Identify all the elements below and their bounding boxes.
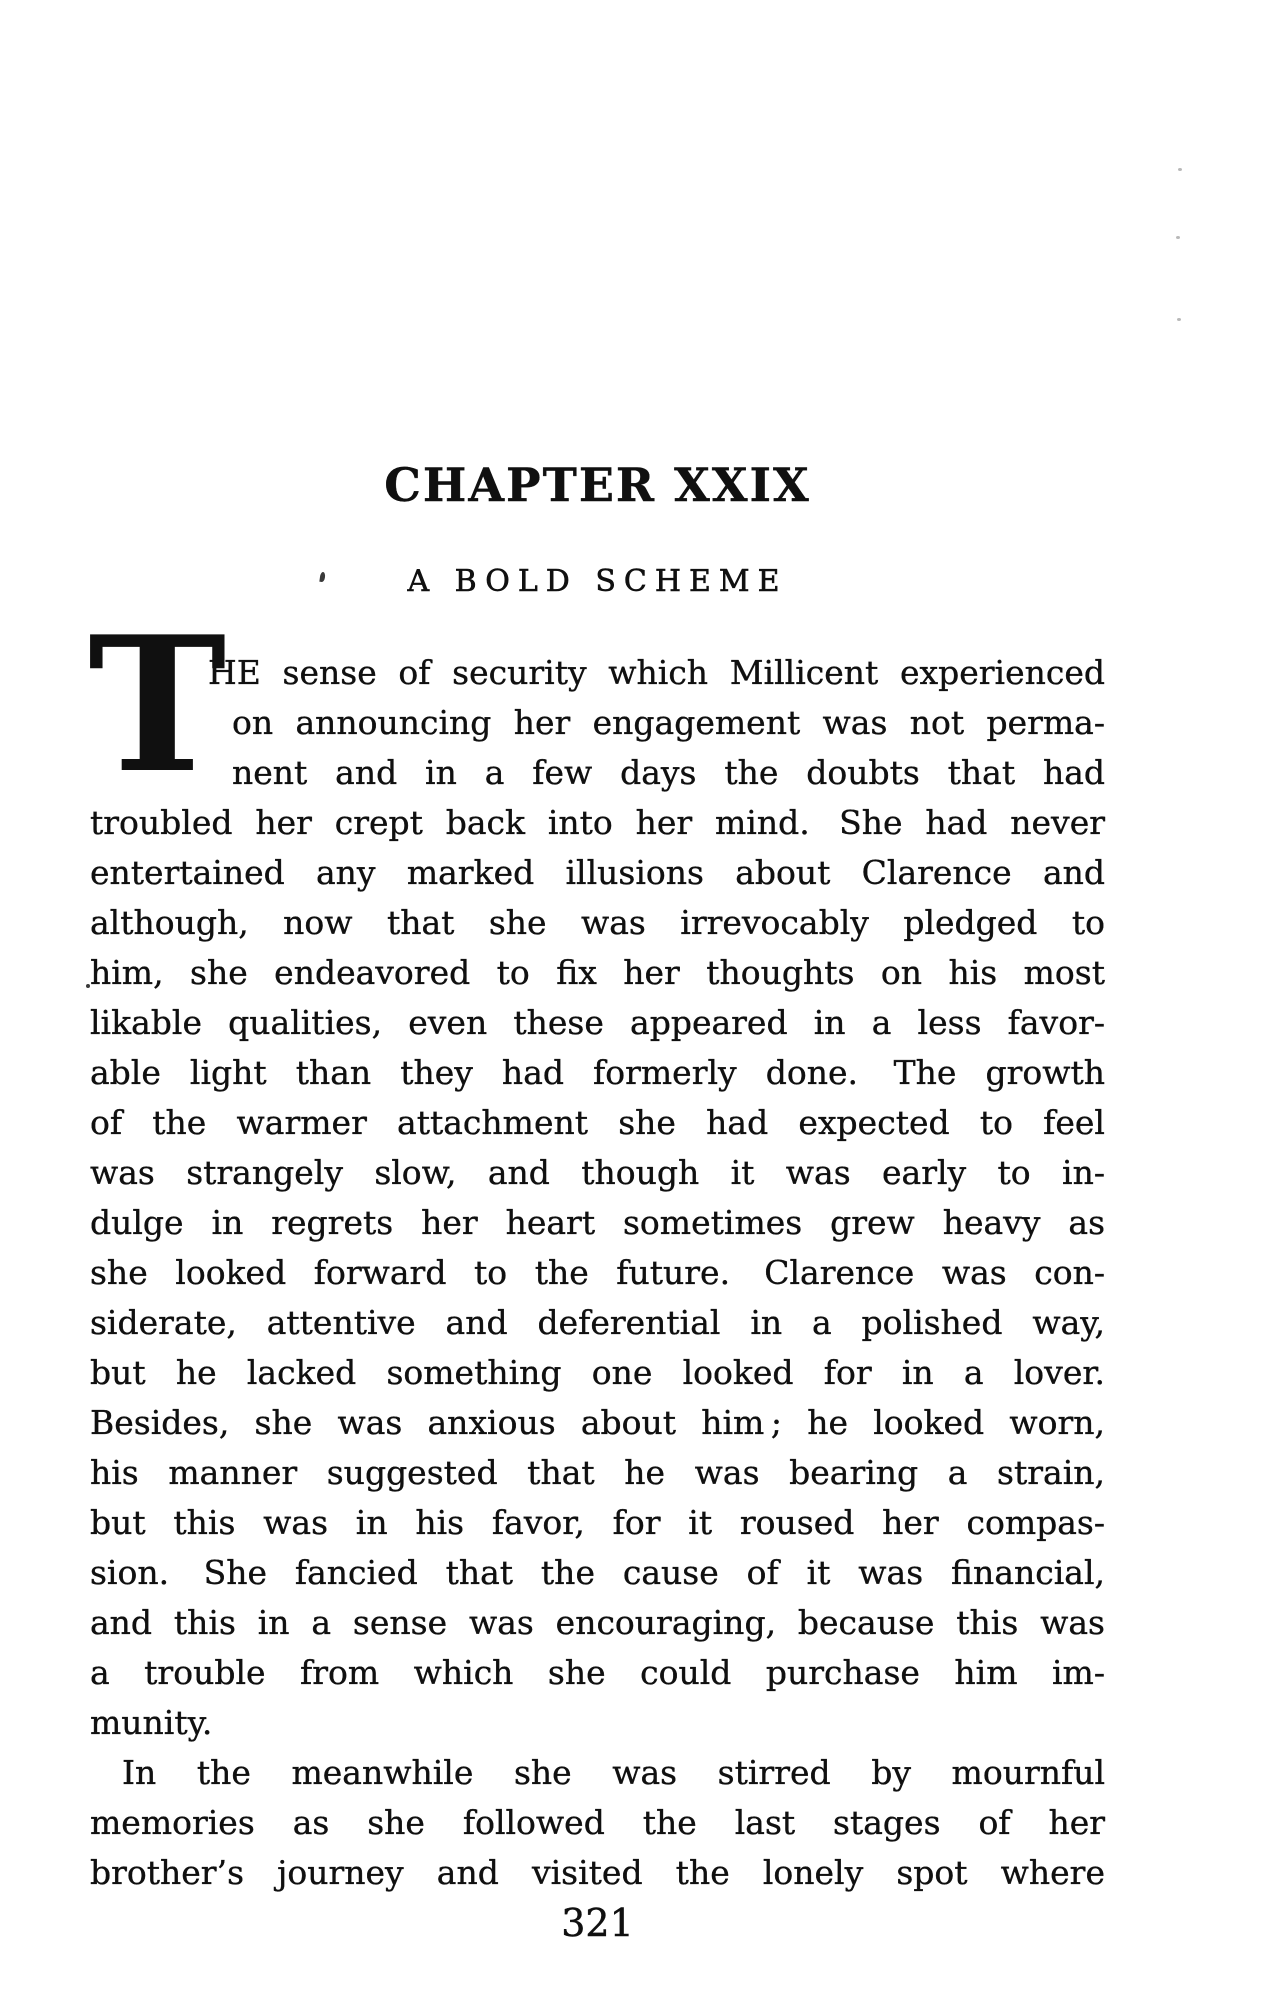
body-line: HE sense of security which Millicent experienced [208,653,1105,692]
body-line: troubled her crept back into her mind. She had never [90,803,1105,842]
body-line: on announcing her engagement was not perma- [232,703,1105,742]
scan-artifact [1177,318,1181,321]
chapter-heading: CHAPTER XXIX [384,458,811,512]
body-line: In the meanwhile she was stirred by mournful [122,1753,1105,1792]
body-line: but this was in his favor, for it roused her compas- [90,1503,1105,1542]
body-line: him, she endeavored to fix her thoughts on his most [90,953,1105,992]
body-line: dulge in regrets her heart sometimes grew heavy as [90,1203,1105,1242]
body-line: sion. She fancied that the cause of it was financial, [90,1553,1105,1592]
scan-artifact [1176,236,1180,239]
body-line: memories as she followed the last stages of her [90,1803,1105,1842]
body-line: able light than they had formerly done. The growth [90,1053,1105,1092]
body-line: of the warmer attachment she had expected to feel [90,1103,1105,1142]
scan-artifact [1178,168,1182,171]
body-line: and this in a sense was encouraging, because this was [90,1603,1105,1642]
body-line: likable qualities, even these appeared in a less favor- [90,1003,1105,1042]
body-text [88,595,1105,1898]
body-line: his manner suggested that he was bearing a strain, [90,1453,1105,1492]
body-line: siderate, attentive and deferential in a polished way, [90,1303,1105,1342]
chapter-subtitle: A BOLD SCHEME [407,564,788,599]
body-line: brother’s journey and visited the lonely spot where [90,1853,1105,1892]
drop-cap: T [88,595,227,814]
body-line: was strangely slow, and though it was early to in- [90,1153,1105,1192]
body-line: munity. [90,1703,213,1742]
body-line: although, now that she was irrevocably pledged to [90,903,1105,942]
page-number: 321 [561,1901,634,1945]
body-line: she looked forward to the future. Clarence was con- [90,1253,1105,1292]
body-line: a trouble from which she could purchase him im- [90,1653,1105,1692]
body-line: Besides, she was anxious about him ; he looked worn, [90,1403,1105,1442]
body-line: nent and in a few days the doubts that had [232,753,1105,792]
body-line: entertained any marked illusions about Clarence and [90,853,1105,892]
body-line: but he lacked something one looked for in a lover. [90,1353,1105,1392]
